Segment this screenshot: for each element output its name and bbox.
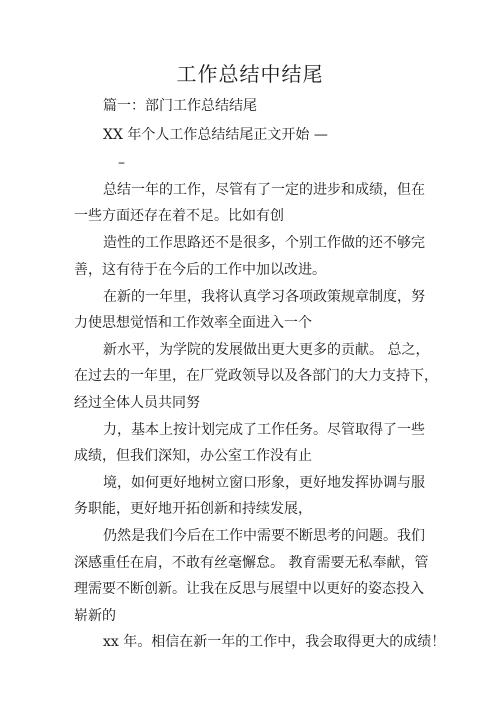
subheading: XX 年个人工作总结结尾正文开始 — xyxy=(103,127,328,143)
paragraph-line: 崭新的 xyxy=(74,608,116,624)
paragraph-line: 经过全体人员共同努 xyxy=(74,395,200,411)
paragraph-line: 深感重任在肩，不敢有丝毫懈怠。 教育需要无私奉献，管 xyxy=(74,555,429,571)
paragraph-line: 在过去的一年里，在厂党政领导以及各部门的大力支持下， xyxy=(74,368,438,384)
paragraph-line: 善，这有待于在今后的工作中加以改进。 xyxy=(74,262,326,278)
subheading-continuation: – xyxy=(118,155,125,171)
paragraph-line: 理需要不断创新。让我在反思与展望中以更好的姿态投入 xyxy=(74,581,424,597)
document-title: 工作总结中结尾 xyxy=(176,62,324,86)
paragraph-line: 境，如何更好地树立窗口形象，更好地发挥协调与服 xyxy=(103,475,425,491)
paragraph-line: 力，基本上按计划完成了工作任务。尽管取得了一些 xyxy=(103,422,425,438)
paragraph-line: 在新的一年里，我将认真学习各项政策规章制度，努 xyxy=(103,289,425,305)
paragraph-line: 总结一年的工作，尽管有了一定的进步和成绩，但在 xyxy=(103,182,425,198)
paragraph-line: 力使思想觉悟和工作效率全面进入一个 xyxy=(74,315,312,331)
paragraph-line: 造性的工作思路还不是很多，个别工作做的还不够完 xyxy=(103,235,425,251)
paragraph-line: xx 年。相信在新一年的工作中，我会取得更大的成绩！ xyxy=(103,634,446,650)
section-heading: 篇一：部门工作总结结尾 xyxy=(103,98,257,114)
paragraph-line: 新水平，为学院的发展做出更大更多的贡献。 总之， xyxy=(103,342,430,358)
paragraph-line: 成绩，但我们深知，办公室工作没有止 xyxy=(74,448,312,464)
paragraph-line: 仍然是我们今后在工作中需要不断思考的问题。我们 xyxy=(103,528,425,544)
paragraph-line: 务职能，更好地开拓创新和持续发展， xyxy=(74,501,312,517)
paragraph-line: 一些方面还存在着不足。比如有创 xyxy=(74,208,284,224)
